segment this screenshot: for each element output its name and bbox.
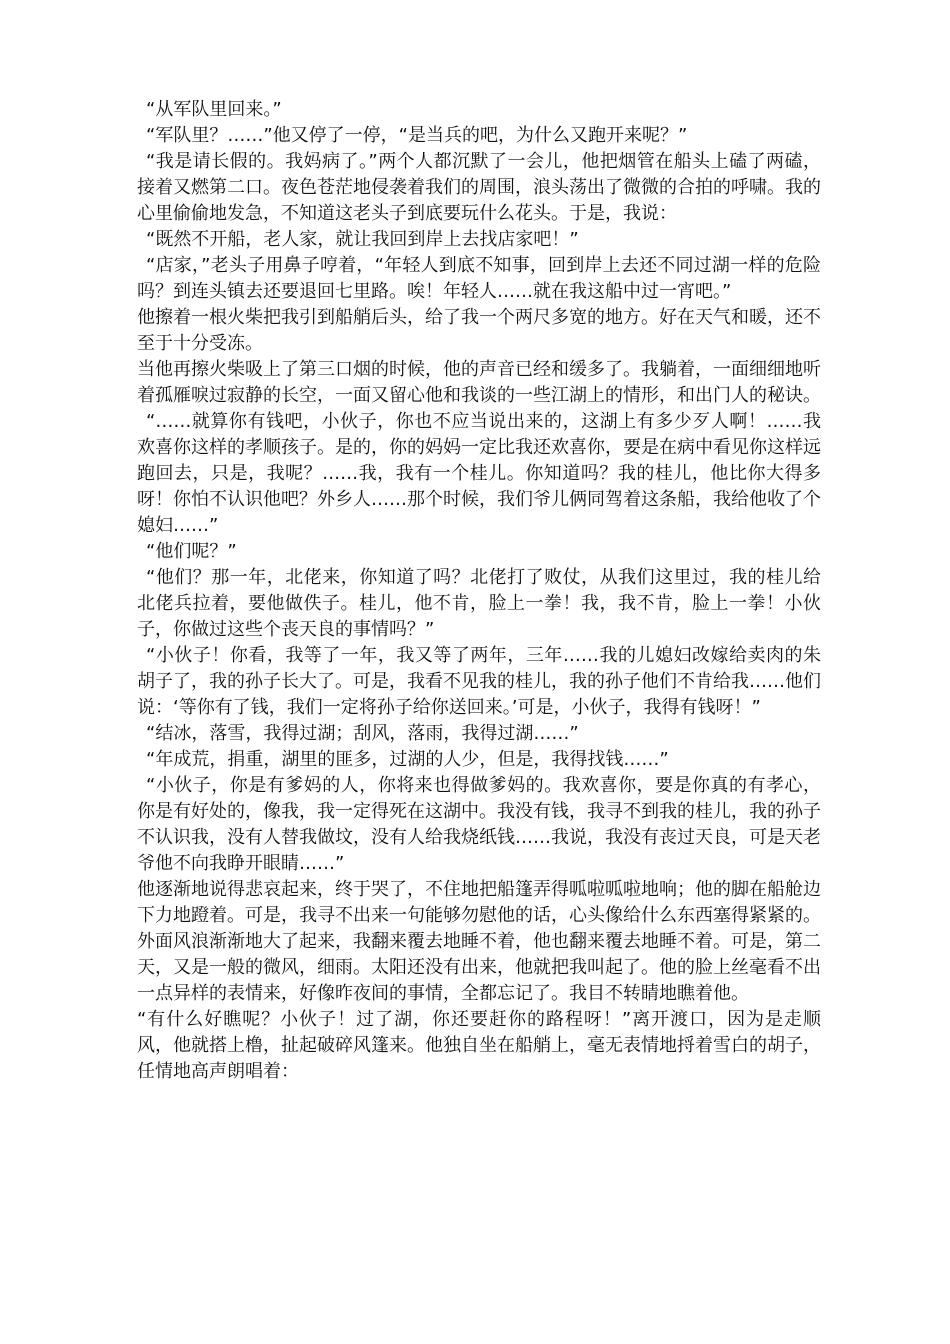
paragraph: 当他再擦火柴吸上了第三口烟的时候，他的声音已经和缓多了。我躺着，一面细细地听着孤雁唳过寂静的长空，一面又留心他和我谈的一些江湖上的情形，和出门人的秘诀。 [137,359,821,406]
paragraph: “小伙子，你是有爹妈的人，你将来也得做爹妈的。我欢喜你，要是你真的有孝心，你是有好处的，像我，我一定得死在这湖中。我没有钱，我寻不到我的桂儿，我的孙子不认识我，没有人替我做坟，没有人给我烧纸钱……我说，我没有丧过天良，可是天老爷他不向我睁开眼睛……” [137,775,821,874]
paragraph: “结冰，落雪，我得过湖；刮风，落雨，我得过湖……” [146,723,579,744]
paragraph: “他们？那一年，北佬来，你知道了吗？北佬打了败仗，从我们这里过，我的桂儿给北佬兵拉着，要他做佚子。桂儿，他不肯，脸上一拳！我，我不肯，脸上一拳！小伙子，你做过这些个丧天良的事情吗？” [137,567,821,640]
paragraph: “店家，”老头子用鼻子哼着，“年轻人到底不知事，回到岸上去还不同过湖一样的危险吗？到连头镇去还要退回七里路。唉！年轻人……就在我这船中过一宵吧。” [137,255,821,302]
paragraph: “既然不开船，老人家，就让我回到岸上去找店家吧！” [146,229,579,250]
paragraph: “年成荒，捐重，湖里的匪多，过湖的人少，但是，我得找钱……” [146,749,669,770]
paragraph: 他逐渐地说得悲哀起来，终于哭了，不住地把船篷弄得呱啦呱啦地响；他的脚在船舱边下力地蹬着。可是，我寻不出来一句能够勿慰他的话，心头像给什么东西塞得紧紧的。 [137,879,821,926]
paragraph: “有什么好瞧呢？小伙子！过了湖，你还要赶你的路程呀！”离开渡口，因为是走顺风，他就搭上橹，扯起破碎风篷来。他独自坐在船艄上，毫无表情地捋着雪白的胡子，任情地高声朗唱着： [137,1009,821,1082]
paragraph: “我是请长假的。我妈病了。”两个人都沉默了一会儿，他把烟管在船头上磕了两磕，接着又燃第二口。夜色苍茫地侵袭着我们的周围，浪头荡出了微微的合拍的呼啸。我的心里偷偷地发急，不知道这老头子到底要玩什么花头。于是，我说： [137,151,821,224]
paragraph: 外面风浪渐渐地大了起来，我翻来覆去地睡不着，他也翻来覆去地睡不着。可是，第二天，又是一般的微风，细雨。太阳还没有出来，他就把我叫起了。他的脸上丝毫看不出一点异样的表情来，好像昨夜间的事情，全都忘记了。我目不转睛地瞧着他。 [137,931,821,1004]
paragraph: “他们呢？” [146,541,237,562]
paragraph: “从军队里回来。” [146,99,282,120]
paragraph: 他擦着一根火柴把我引到船艄后头，给了我一个两尺多宽的地方。好在天气和暖，还不至于十分受冻。 [137,307,821,354]
paragraph: “……就算你有钱吧，小伙子，你也不应当说出来的，这湖上有多少歹人啊！……我欢喜你这样的孝顺孩子。是的，你的妈妈一定比我还欢喜你，要是在病中看见你这样远跑回去，只是，我呢？……我，我有一个桂儿。你知道吗？我的桂儿，他比你大得多呀！你怕不认识他吧？外乡人……那个时候，我们爷儿俩同驾着这条船，我给他收了个媳妇……” [137,411,821,536]
paragraph: “军队里？……”他又停了一停，“是当兵的吧，为什么又跑开来呢？” [146,125,688,146]
paragraph: “小伙子！你看，我等了一年，我又等了两年，三年……我的儿媳妇改嫁给卖肉的朱胡子了，我的孙子长大了。可是，我看不见我的桂儿，我的孙子他们不肯给我……他们说：‘等你有了钱，我们一定将孙子给你送回来。’可是，小伙子，我得有钱呀！” [137,645,821,718]
document-page [137,97,821,1085]
